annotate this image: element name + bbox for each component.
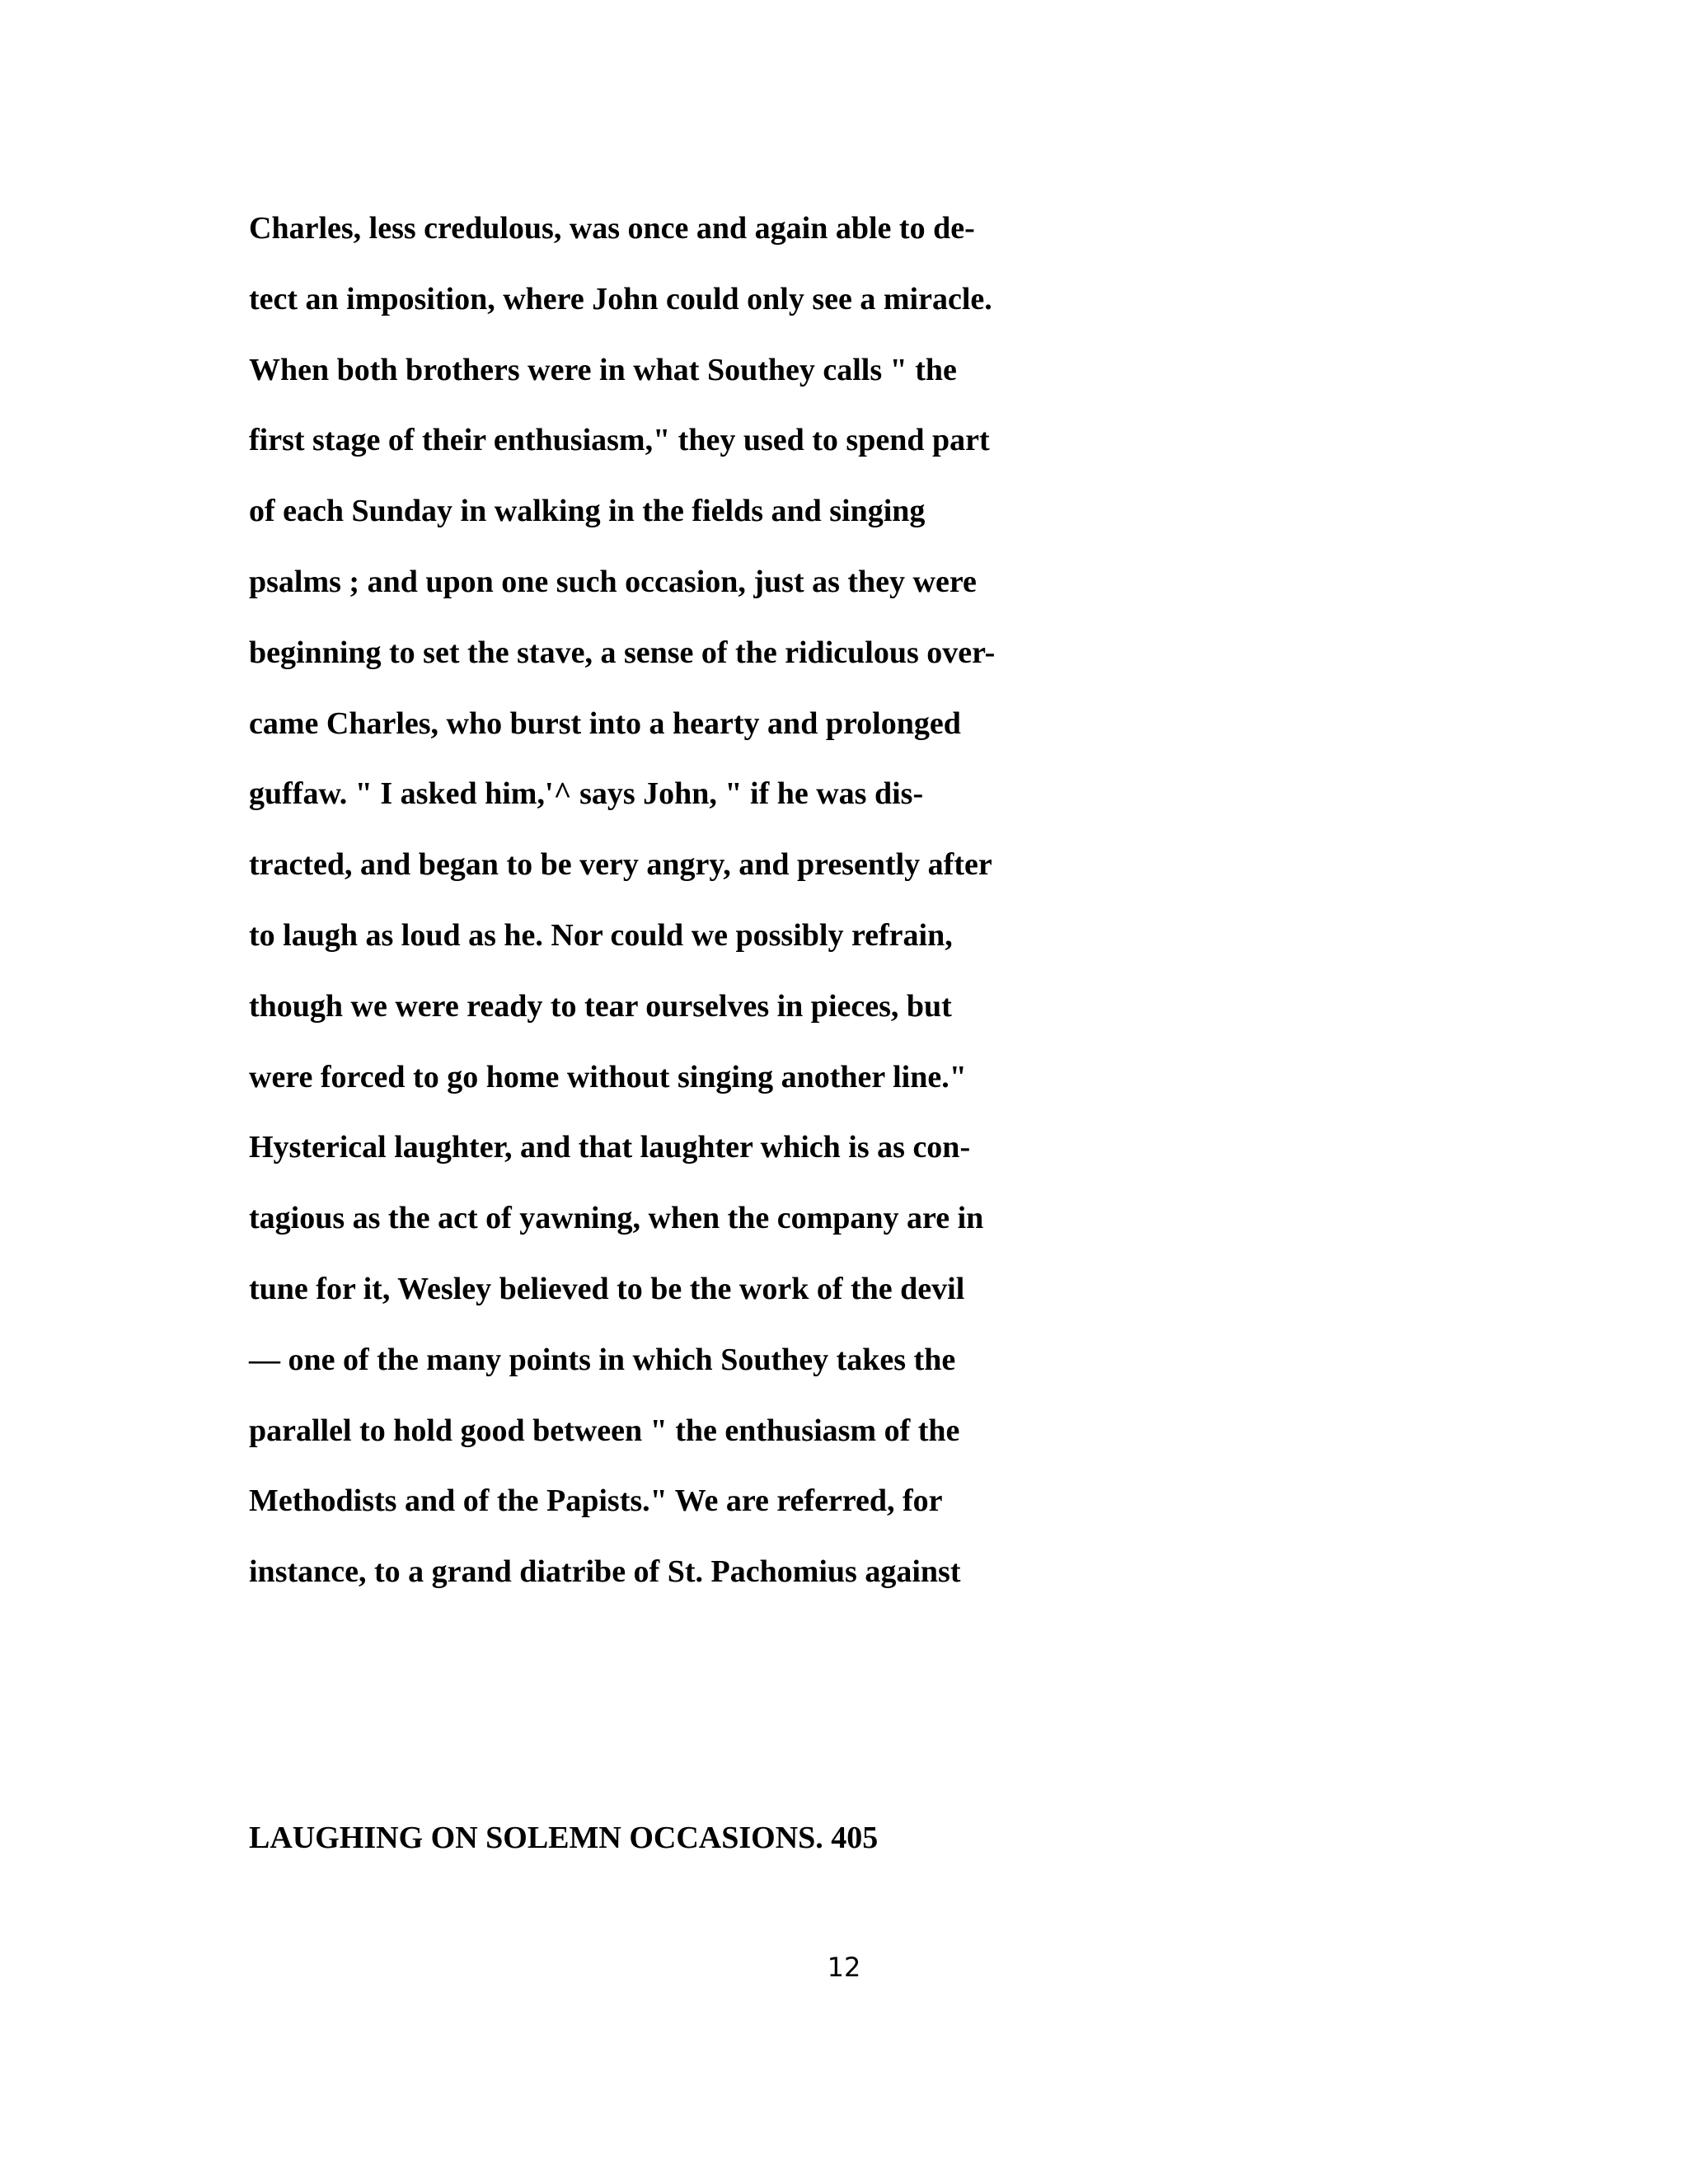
text-line: instance, to a grand diatribe of St. Pachomius against	[249, 1554, 961, 1590]
text-line: tune for it, Wesley believed to be the work of the devil	[249, 1271, 965, 1306]
text-line: Hysterical laughter, and that laughter which is as con-	[249, 1130, 971, 1165]
page-number: 12	[827, 1952, 861, 1983]
text-line: to laugh as loud as he. Nor could we possibly refrain,	[249, 917, 953, 953]
text-line: tracted, and began to be very angry, and presently after	[249, 847, 992, 883]
text-line: tect an imposition, where John could only see a miracle.	[249, 281, 992, 316]
running-head: LAUGHING ON SOLEMN OCCASIONS. 405	[249, 1821, 879, 1855]
text-line: first stage of their enthusiasm," they used to spend part	[249, 423, 990, 458]
text-line: psalms ; and upon one such occasion, just as they were	[249, 564, 977, 599]
text-line: When both brothers were in what Southey calls " the	[249, 352, 957, 387]
text-line: — one of the many points in which Southey takes the	[249, 1342, 956, 1377]
text-line: though we were ready to tear ourselves in pieces, but	[249, 988, 952, 1024]
text-line: Methodists and of the Papists." We are referred, for	[249, 1483, 943, 1519]
text-line: came Charles, who burst into a hearty and prolonged	[249, 705, 961, 741]
text-line: beginning to set the stave, a sense of the ridiculous over-	[249, 635, 996, 670]
text-line: Charles, less credulous, was once and again able to de-	[249, 211, 975, 246]
text-line: parallel to hold good between " the enthusiasm of the	[249, 1413, 960, 1448]
text-line: were forced to go home without singing another line."	[249, 1059, 967, 1094]
body-text	[249, 194, 1403, 1608]
text-line: of each Sunday in walking in the fields and singing	[249, 494, 926, 529]
text-line: guffaw. " I asked him,'^ says John, " if he was dis-	[249, 776, 924, 812]
text-line: tagious as the act of yawning, when the company are in	[249, 1201, 984, 1236]
